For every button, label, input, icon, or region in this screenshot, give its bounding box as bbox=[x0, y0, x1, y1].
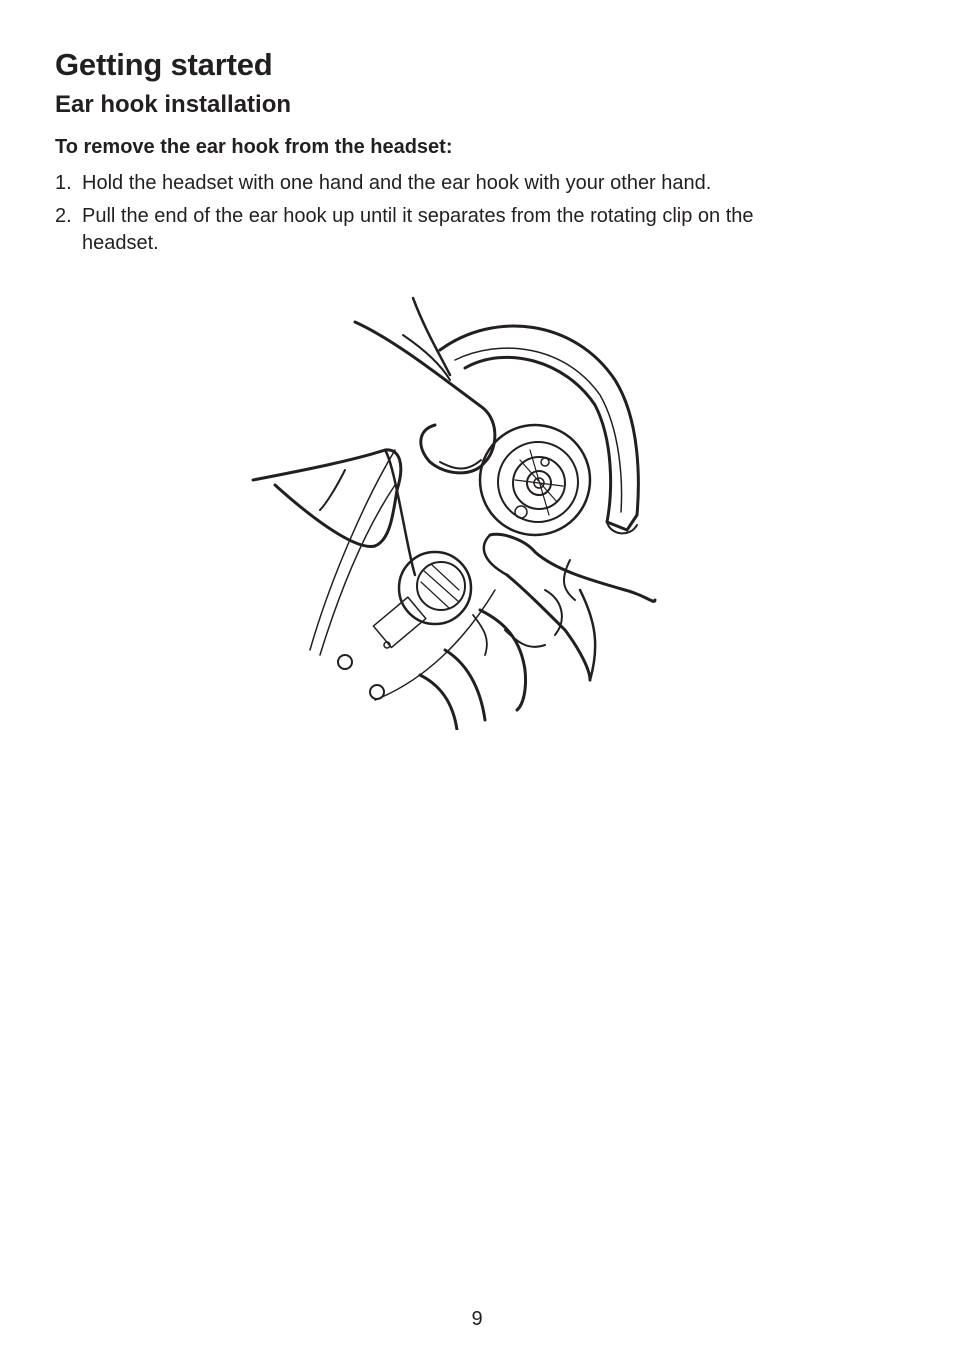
page-title: Getting started bbox=[55, 47, 273, 82]
step-number: 1. bbox=[55, 172, 72, 194]
steps-list bbox=[55, 170, 835, 263]
step-item bbox=[55, 170, 835, 197]
left-hand-arm bbox=[355, 322, 495, 462]
page-number: 9 bbox=[471, 1308, 483, 1330]
right-middle-finger bbox=[480, 610, 526, 710]
ear-hook bbox=[440, 326, 638, 530]
step-text: Hold the headset with one hand and the ear hook with your other hand. bbox=[82, 172, 712, 194]
headset-button bbox=[373, 597, 425, 647]
headset-body bbox=[310, 450, 395, 655]
headset-light bbox=[370, 685, 384, 699]
step-text: Pull the end of the ear hook up until it separates from the rotating clip on the headset. bbox=[82, 205, 754, 254]
instruction-heading: To remove the ear hook from the headset: bbox=[55, 136, 453, 158]
left-thumb bbox=[421, 425, 485, 473]
section-title: Ear hook installation bbox=[55, 91, 292, 118]
headset-light bbox=[338, 655, 352, 669]
left-index-finger bbox=[253, 450, 401, 547]
hands-removing-ear-hook-illustration bbox=[245, 290, 665, 730]
step-number: 2. bbox=[55, 205, 72, 227]
right-thumb bbox=[490, 534, 655, 601]
right-index-finger bbox=[507, 575, 590, 680]
step-item bbox=[55, 203, 835, 257]
hook-stem bbox=[413, 298, 450, 375]
clip-ring bbox=[498, 442, 578, 522]
